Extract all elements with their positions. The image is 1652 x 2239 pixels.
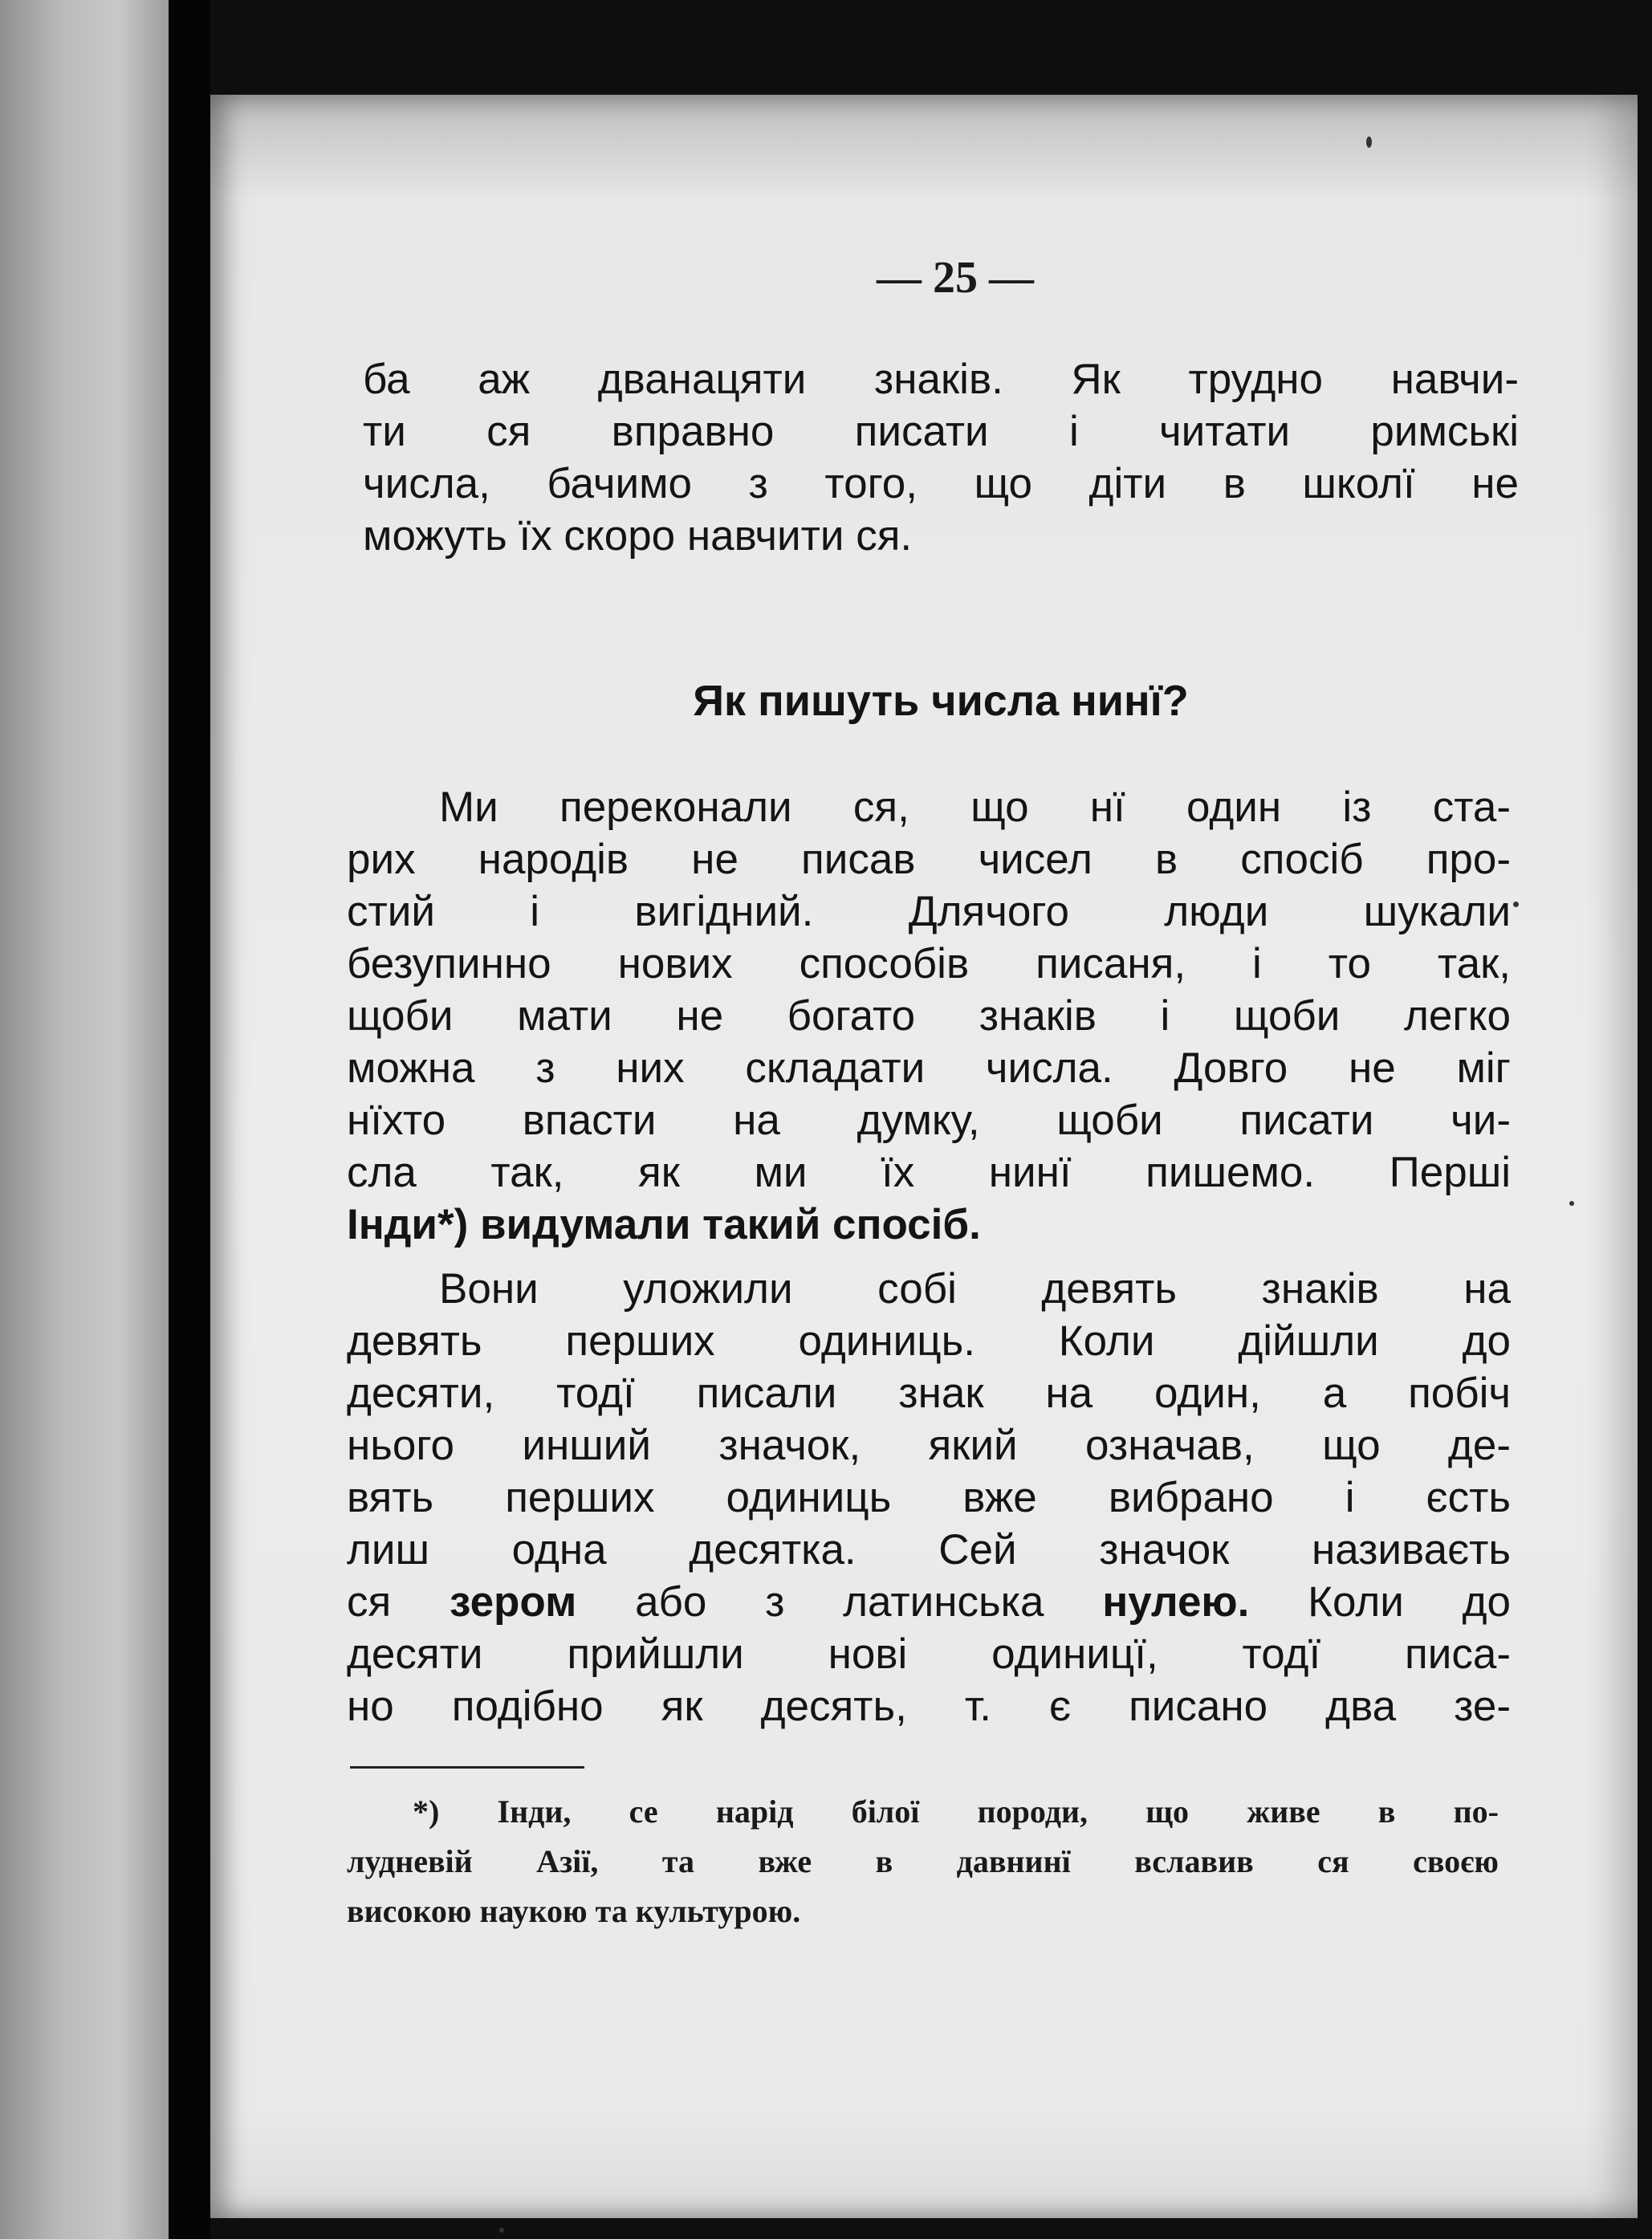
- text-line: ба аж дванацяти знаків. Як трудно навчи-: [363, 356, 1519, 403]
- scan-speck: [1366, 136, 1372, 148]
- facing-page-edge: [0, 0, 169, 2239]
- text-line: нїхто впасти на думку, щоби писати чи-: [347, 1097, 1511, 1144]
- text-line: десяти прийшли нові одиницї, тодї писа-: [347, 1630, 1511, 1678]
- text-line: щоби мати не богато знаків і щоби легко: [347, 992, 1511, 1040]
- section-heading: Як пишуть числа нинї?: [693, 677, 1189, 725]
- scan-speck: [1513, 902, 1519, 907]
- text-line: стий і вигідний. Длячого люди шукали: [347, 888, 1511, 935]
- text-fragment: ся: [347, 1578, 392, 1626]
- footnote-divider: [350, 1766, 584, 1769]
- text-fragment: або з латинська: [635, 1578, 1044, 1626]
- bold-text-line: Інди*) видумали такий спосіб.: [347, 1201, 981, 1248]
- text-line: девять перших одиниць. Коли дійшли до: [347, 1317, 1511, 1365]
- text-line: десяти, тодї писали знак на один, а побіч: [347, 1370, 1511, 1417]
- footnote-line: високою наукою та культурою.: [347, 1893, 801, 1929]
- text-line: нього инший значок, який означав, що де-: [347, 1422, 1511, 1469]
- paragraph-2: [347, 1263, 1511, 1732]
- paragraph-1: [347, 781, 1511, 1251]
- text-line-with-emphasis: [347, 1576, 1511, 1628]
- text-fragment: Коли до: [1308, 1578, 1511, 1626]
- text-line: рих народів не писав чисел в спосіб про-: [347, 836, 1511, 883]
- emphasis-term: зером: [449, 1578, 577, 1626]
- text-line: ти ся вправно писати і читати римські: [363, 408, 1519, 455]
- text-line: Ми переконали ся, що нї один із ста-: [439, 784, 1511, 831]
- text-line: числа, бачимо з того, що діти в школї не: [363, 460, 1519, 507]
- page-number: — 25 —: [877, 253, 1034, 303]
- scan-speck: [1569, 1201, 1574, 1206]
- footnote-line: лудневій Азії, та вже в давнинї вславив ся своєю: [347, 1843, 1499, 1879]
- text-line: вять перших одиниць вже вибрано і єсть: [347, 1474, 1511, 1521]
- book-page: [210, 95, 1638, 2218]
- text-line: лиш одна десятка. Сей значок називаєть: [347, 1526, 1511, 1573]
- text-line: можна з них складати числа. Довго не міг: [347, 1044, 1511, 1092]
- footnote-line: *) Інди, се нарід білої породи, що живе в по-: [413, 1793, 1499, 1830]
- text-line: сла так, як ми їх нинї пишемо. Перші: [347, 1149, 1511, 1196]
- footnote: [347, 1787, 1499, 1936]
- text-line: Вони уложили собі девять знаків на: [439, 1265, 1511, 1313]
- text-line: безупинно нових способів писаня, і то так,: [347, 940, 1511, 987]
- emphasis-term: нулею.: [1102, 1578, 1250, 1626]
- continuation-text: [363, 353, 1519, 562]
- scan-speck: [499, 2228, 504, 2233]
- book-spine: [169, 0, 210, 2239]
- text-line: можуть їх скоро навчити ся.: [363, 512, 913, 560]
- text-line: но подібно як десять, т. є писано два зе-: [347, 1683, 1511, 1730]
